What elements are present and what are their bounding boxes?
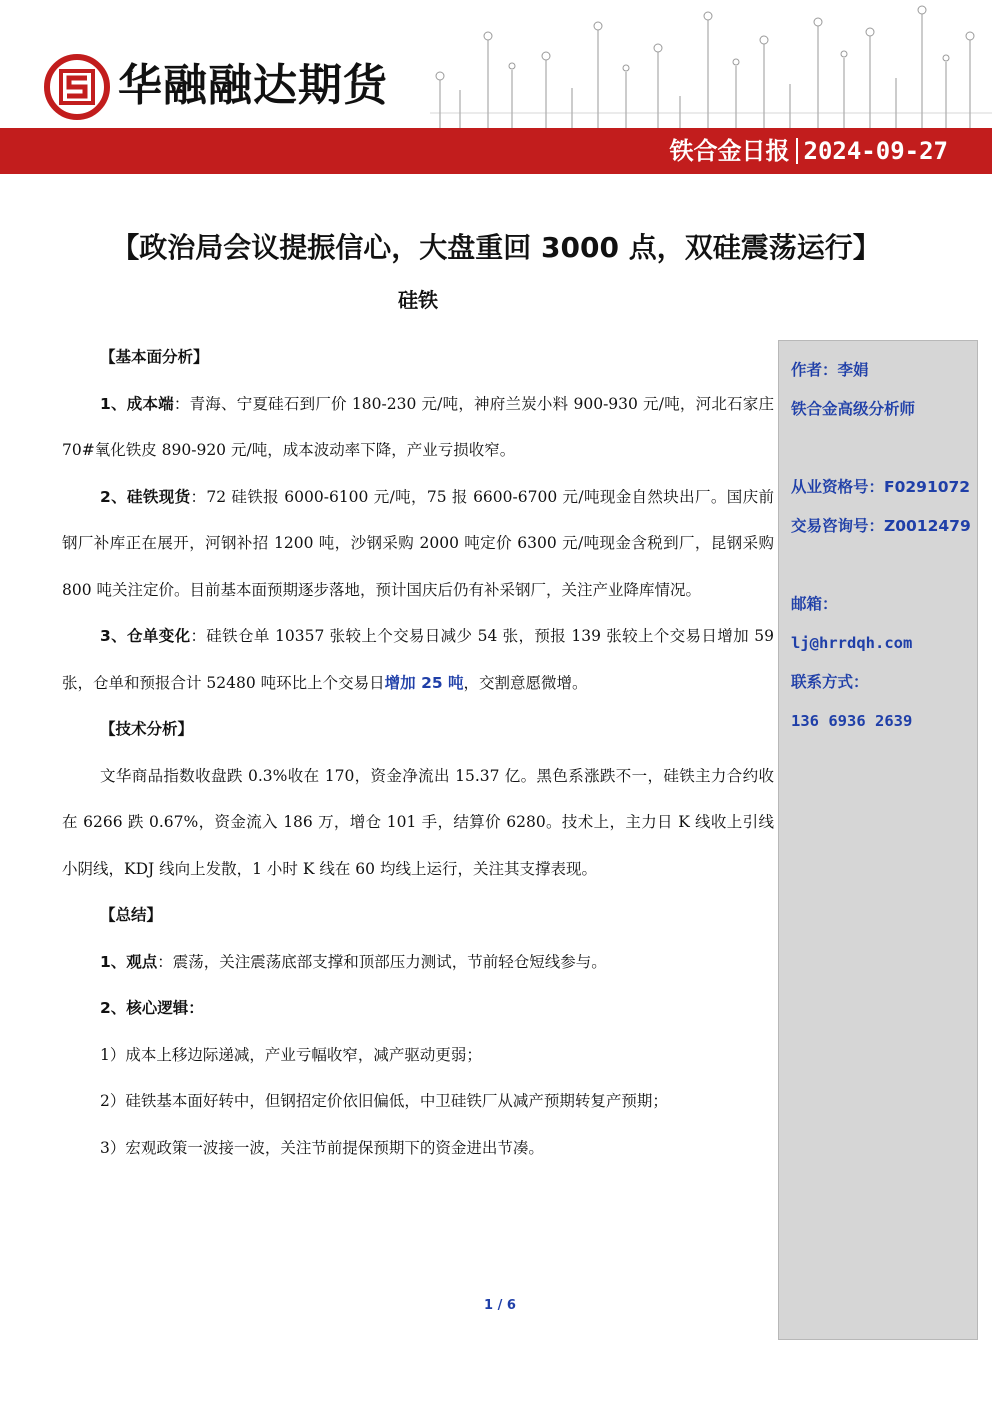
contact-label: 联系方式： — [791, 673, 869, 691]
sidebar-spacer — [791, 546, 977, 585]
email-address[interactable]: lj@hrrdqh.com — [791, 634, 913, 652]
logic-item: 1）成本上移边际递减，产业亏幅收窄，减产驱动更弱； — [100, 1045, 482, 1064]
sidebar-spacer — [791, 429, 977, 468]
text-view: ：震荡，关注震荡底部支撑和顶部压力测试，节前轻仓短线参与。 — [157, 952, 607, 971]
highlight-increase: 增加 25 吨 — [384, 673, 464, 692]
banner-divider — [796, 138, 798, 164]
logic-item: 2）硅铁基本面好转中，但钢招定价依旧偏低，中卫硅铁厂从减产预期转复产预期； — [100, 1092, 668, 1110]
qualification-number: 从业资格号：F0291072 — [791, 478, 971, 496]
report-title: 【政治局会议提振信心，大盘重回 3000 点，双硅震荡运行】 — [111, 231, 881, 264]
section-heading-technical: 【技术分析】 — [100, 720, 194, 738]
label-logic: 2、核心逻辑： — [100, 999, 204, 1017]
author-sidebar — [778, 340, 978, 1340]
report-body — [62, 334, 774, 1171]
text-warehouse-a: ：硅铁仓单 10357 张较上个交易日减少 54 张，预报 139 张较上个交易日增加 59 张，仓单和预报合计 52480 吨环比上个交易日 — [62, 627, 774, 692]
email-label: 邮箱： — [791, 595, 838, 613]
paragraph-view — [62, 939, 774, 986]
report-name: 铁合金日报 — [669, 137, 790, 165]
label-spot: 2、硅铁现货 — [100, 487, 191, 506]
phone-number: 136 6936 2639 — [791, 712, 913, 730]
paragraph-warehouse — [62, 613, 774, 706]
report-header — [0, 0, 992, 176]
label-view: 1、观点 — [100, 952, 158, 971]
decorative-lines — [430, 0, 992, 128]
company-logo — [44, 54, 110, 120]
paragraph-technical: 文华商品指数收盘跌 0.3%收在 170，资金净流出 15.37 亿。黑色系涨跌不一，硅铁主力合约收在 6266 跌 0.67%，资金流入 186 万，增仓 101 手，结算价 6280。技术上，主力日 K 线收上引线小阴线，KDJ 线向上发散，1 小时 K 线在 60 均线上运行，关注其支撑表现。 — [62, 766, 774, 878]
section-heading-fundamental: 【基本面分析】 — [100, 348, 209, 366]
author-position: 铁合金高级分析师 — [791, 400, 916, 418]
paragraph-spot — [62, 474, 774, 614]
author-name: 作者：李娟 — [791, 361, 869, 379]
text-spot: ：72 硅铁报 6000-6100 元/吨，75 报 6600-6700 元/吨现金自然块出厂。国庆前钢厂补库正在展开，河钢补招 1200 吨，沙钢采购 2000 吨定价 6300 元/吨现金含税到厂，昆钢采购 800 吨关注定价。目前基本面预期逐步落地，预计国庆后仍有补采钢厂，关注产业降库情况。 — [62, 487, 774, 599]
brand-name: 华融融达期货 — [118, 60, 388, 111]
paragraph-cost — [62, 381, 774, 474]
label-warehouse: 3、仓单变化 — [100, 627, 191, 645]
report-subtitle: 硅铁 — [398, 288, 438, 312]
paragraph-logic — [62, 985, 774, 1032]
report-banner — [0, 128, 992, 174]
text-warehouse-b: ，交割意愿微增。 — [463, 673, 588, 692]
label-cost: 1、成本端 — [100, 394, 174, 413]
report-banner-text — [670, 128, 949, 174]
page-number: 1 / 6 — [484, 1298, 516, 1313]
section-heading-summary: 【总结】 — [100, 906, 163, 924]
consult-number: 交易咨询号：Z0012479 — [791, 517, 971, 535]
text-cost: ：青海、宁夏硅石到厂价 180-230 元/吨，神府兰炭小料 900-930 元/吨，河北石家庄 70#氧化铁皮 890-920 元/吨，成本波动率下降，产业亏损收窄。 — [62, 394, 774, 459]
logic-item: 3）宏观政策一波接一波，关注节前提保预期下的资金进出节凑。 — [100, 1138, 544, 1157]
report-date: 2024-09-27 — [803, 137, 948, 165]
